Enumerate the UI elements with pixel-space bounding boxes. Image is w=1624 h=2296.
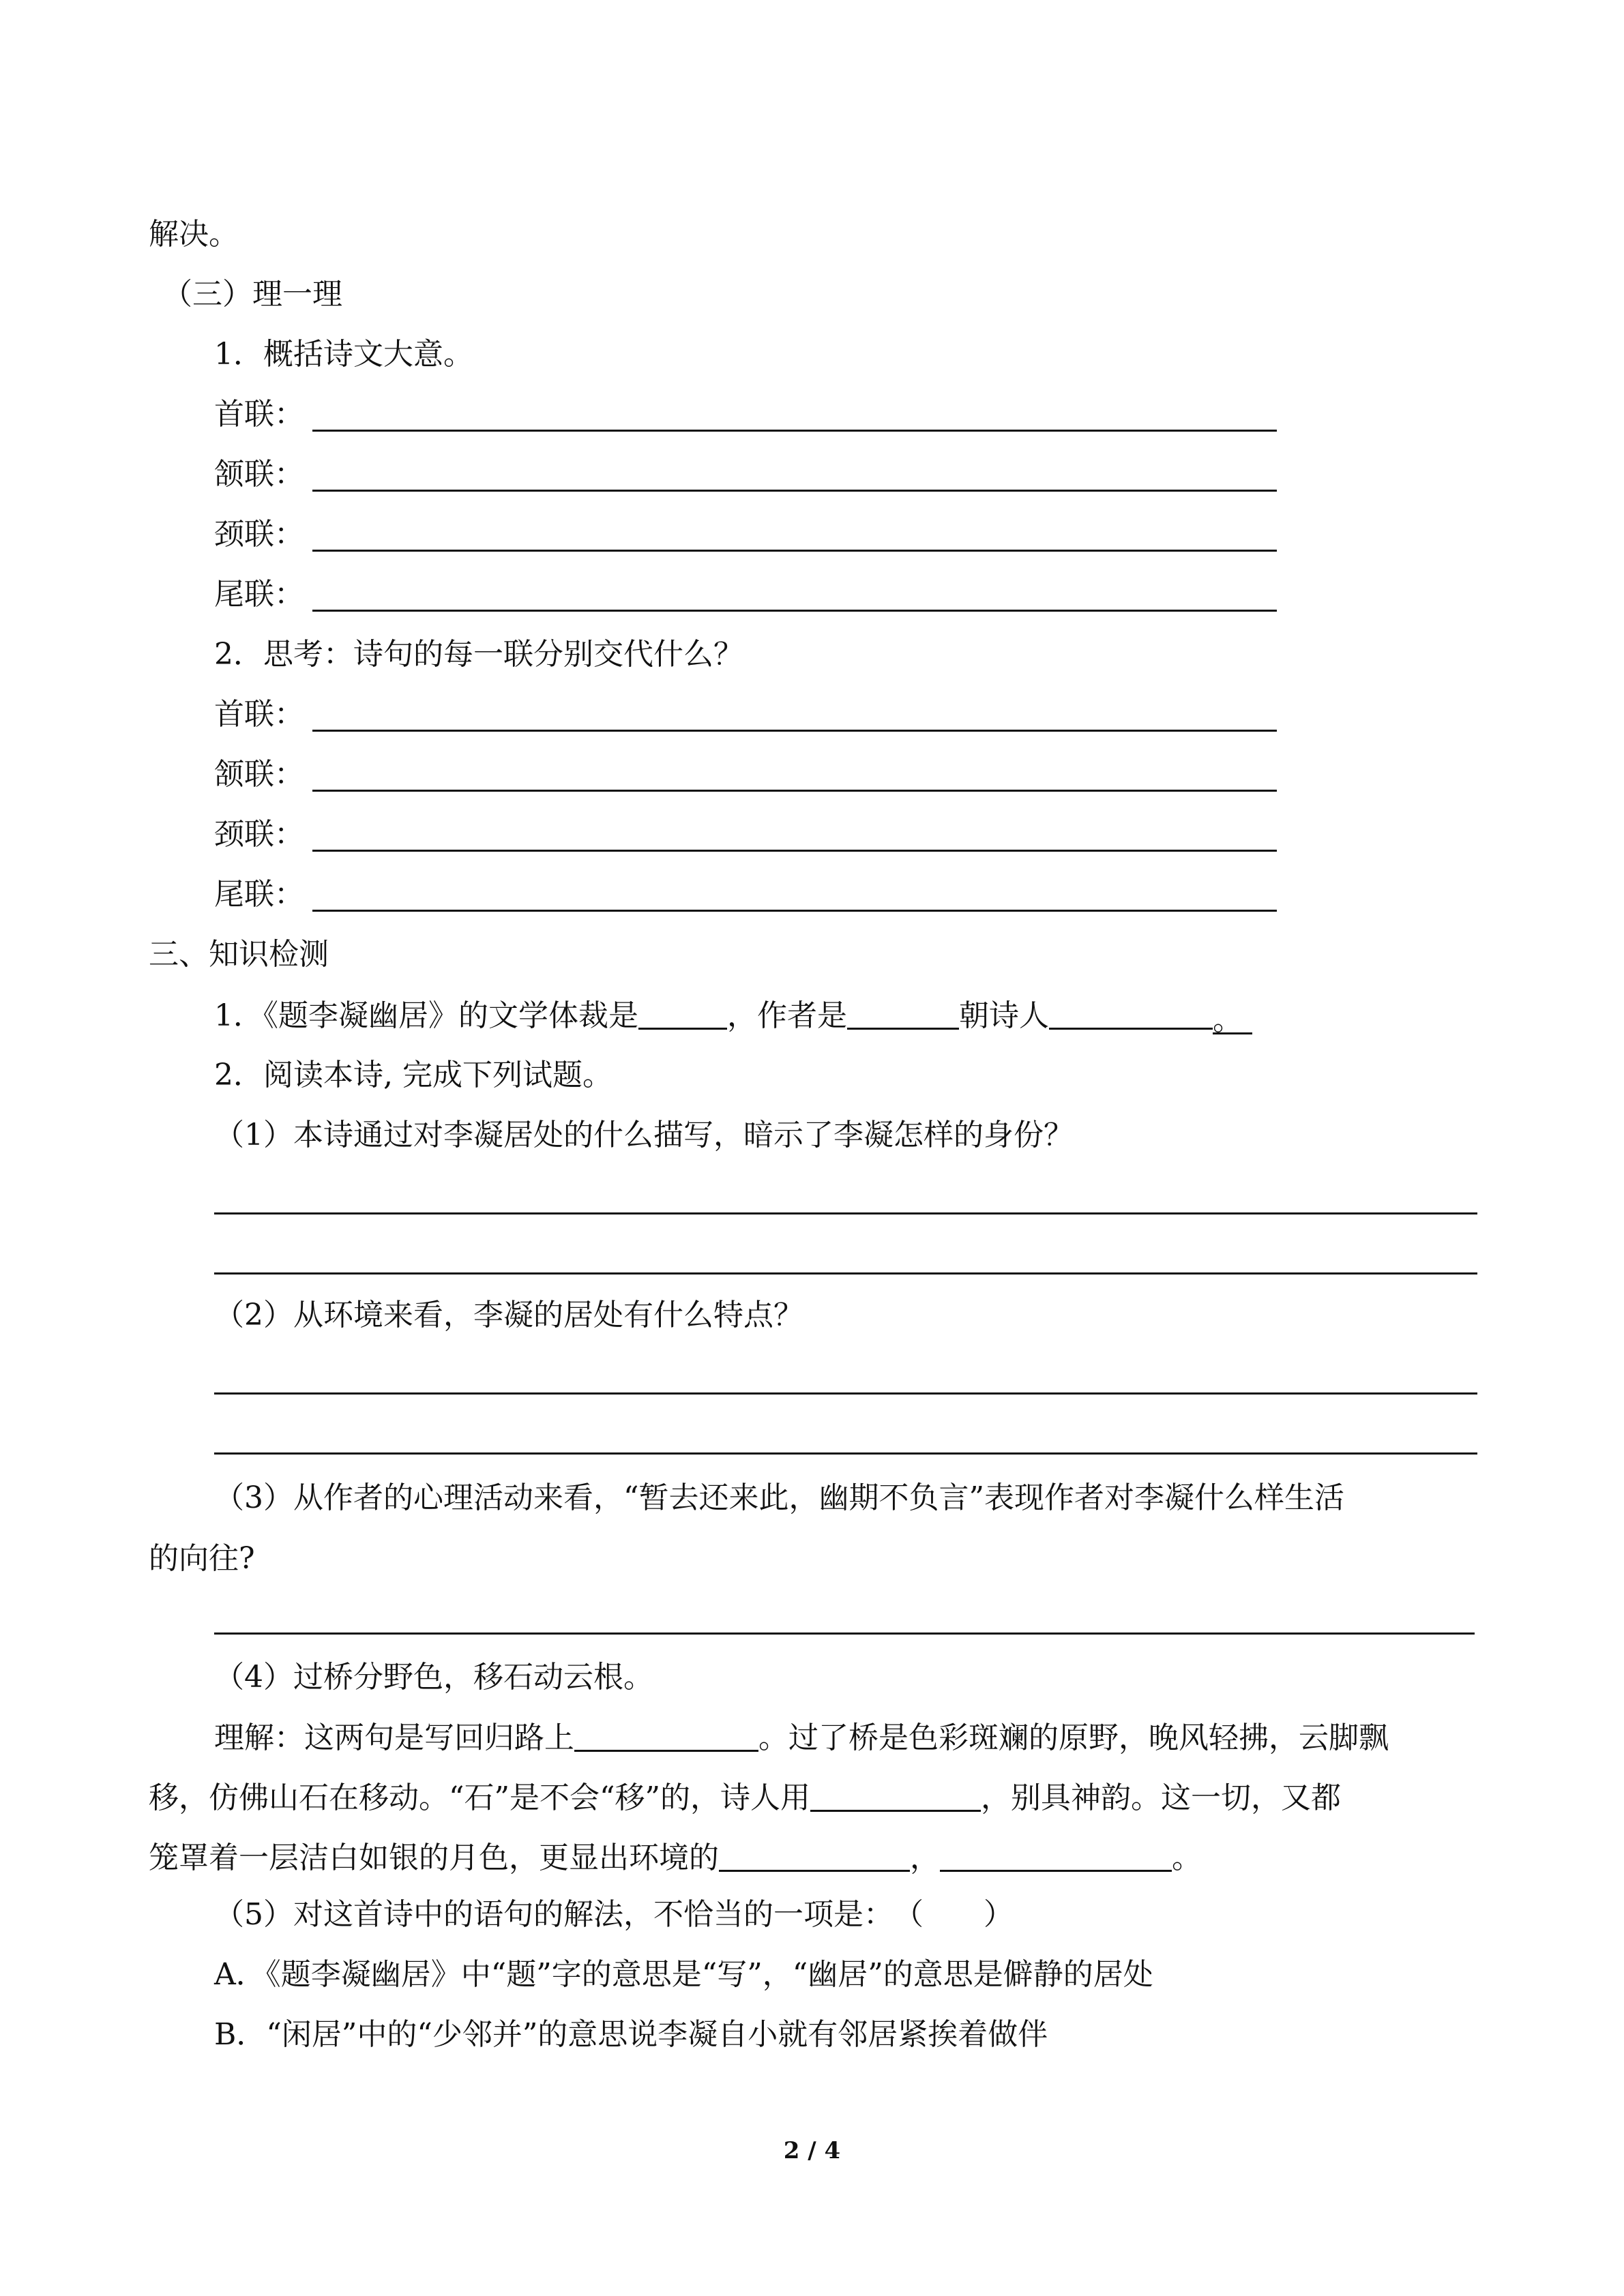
sub-question-3-line-1: （3）从作者的心理活动来看，“暂去还来此，幽期不负言”表现作者对李凝什么样生活 [214,1480,1344,1515]
q2-answer-line-1[interactable] [312,730,1277,732]
sub1-answer-line-2[interactable] [214,1272,1477,1274]
sub2-answer-line-2[interactable] [214,1452,1477,1455]
q1-answer-line-4[interactable] [312,610,1277,612]
sub-question-5: （5）对这首诗中的语句的解法，不恰当的一项是： （ ） [214,1897,1014,1932]
q2-label-jinglian: 颈联： [214,817,304,852]
q2-answer-line-4[interactable] [312,910,1277,912]
u-text-c: 移，仿佛山石在移动。“石”是不会“移”的，诗人用 [149,1780,810,1815]
option-a: A．《题李凝幽居》中“题”字的意思是“写”，“幽居”的意思是僻静的居处 [214,1957,1153,1992]
t1-text-d: 。 [1213,1005,1252,1034]
blank-poet[interactable] [1049,1000,1213,1030]
q2-answer-line-3[interactable] [312,850,1277,852]
blank-environment-1[interactable] [719,1843,910,1872]
q1-label-weilian: 尾联： [214,577,304,612]
q1-answer-line-3[interactable] [312,550,1277,552]
understanding-line-3 [149,1840,1202,1875]
blank-technique[interactable] [810,1783,981,1812]
question-2-title: 2．思考：诗句的每一联分别交代什么？ [214,637,743,672]
blank-return-road[interactable] [574,1723,758,1752]
sub-question-3-line-2: 的向往? [149,1541,255,1576]
sub2-answer-line-1[interactable] [214,1392,1477,1395]
q2-answer-line-2[interactable] [312,790,1277,792]
q1-label-hanlian: 颔联： [214,457,304,492]
u-text-e: 笼罩着一层洁白如银的月色，更显出环境的 [149,1840,719,1875]
u-text-d: ，别具神韵。这一切，又都 [980,1780,1341,1815]
blank-environment-2[interactable] [940,1843,1172,1872]
t1-text-c: 朝诗人 [959,998,1049,1033]
question-1-title: 1．概括诗文大意。 [214,337,473,372]
sub-question-1: （1）本诗通过对李凝居处的什么描写，暗示了李凝怎样的身份？ [214,1118,1074,1152]
understanding-line-1 [214,1720,1389,1755]
u-text-b: 。过了桥是色彩斑斓的原野，晚风轻拂，云脚飘 [758,1720,1389,1755]
q1-label-jinglian: 颈联： [214,517,304,552]
continued-text: 解决。 [149,217,239,252]
test-question-1 [214,998,1252,1037]
sub-question-4: （4）过桥分野色，移石动云根。 [214,1660,653,1695]
option-b: B．“闲居”中的“少邻并”的意思说李凝自小就有邻居紧挨着做伴 [214,2017,1048,2052]
sub1-answer-line-1[interactable] [214,1212,1477,1214]
page-number: 2 / 4 [783,2137,841,2164]
u-text-a: 理解：这两句是写回归路上 [214,1720,574,1755]
q2-label-hanlian: 颔联： [214,757,304,792]
u-text-f: ， [910,1840,940,1875]
q1-label-shoulian: 首联： [214,397,304,432]
t1-text-a: 1．《题李凝幽居》的文学体裁是 [214,998,638,1033]
q1-answer-line-2[interactable] [312,490,1277,492]
blank-genre[interactable] [638,1000,727,1030]
q2-label-shoulian: 首联： [214,697,304,732]
q1-answer-line-1[interactable] [312,430,1277,432]
test-question-2-title: 2．阅读本诗, 完成下列试题。 [214,1058,612,1092]
understanding-line-2 [149,1780,1341,1815]
sub3-answer-line[interactable] [214,1632,1475,1635]
t1-text-b: ，作者是 [727,998,847,1033]
sub-question-2: （2）从环境来看，李凝的居处有什么特点？ [214,1298,803,1332]
q2-label-weilian: 尾联： [214,877,304,912]
section-heading-sort: （三）理一理 [162,277,342,312]
u-text-g: 。 [1172,1840,1202,1875]
blank-dynasty[interactable] [847,1000,959,1030]
section-heading-test: 三、知识检测 [149,937,329,972]
